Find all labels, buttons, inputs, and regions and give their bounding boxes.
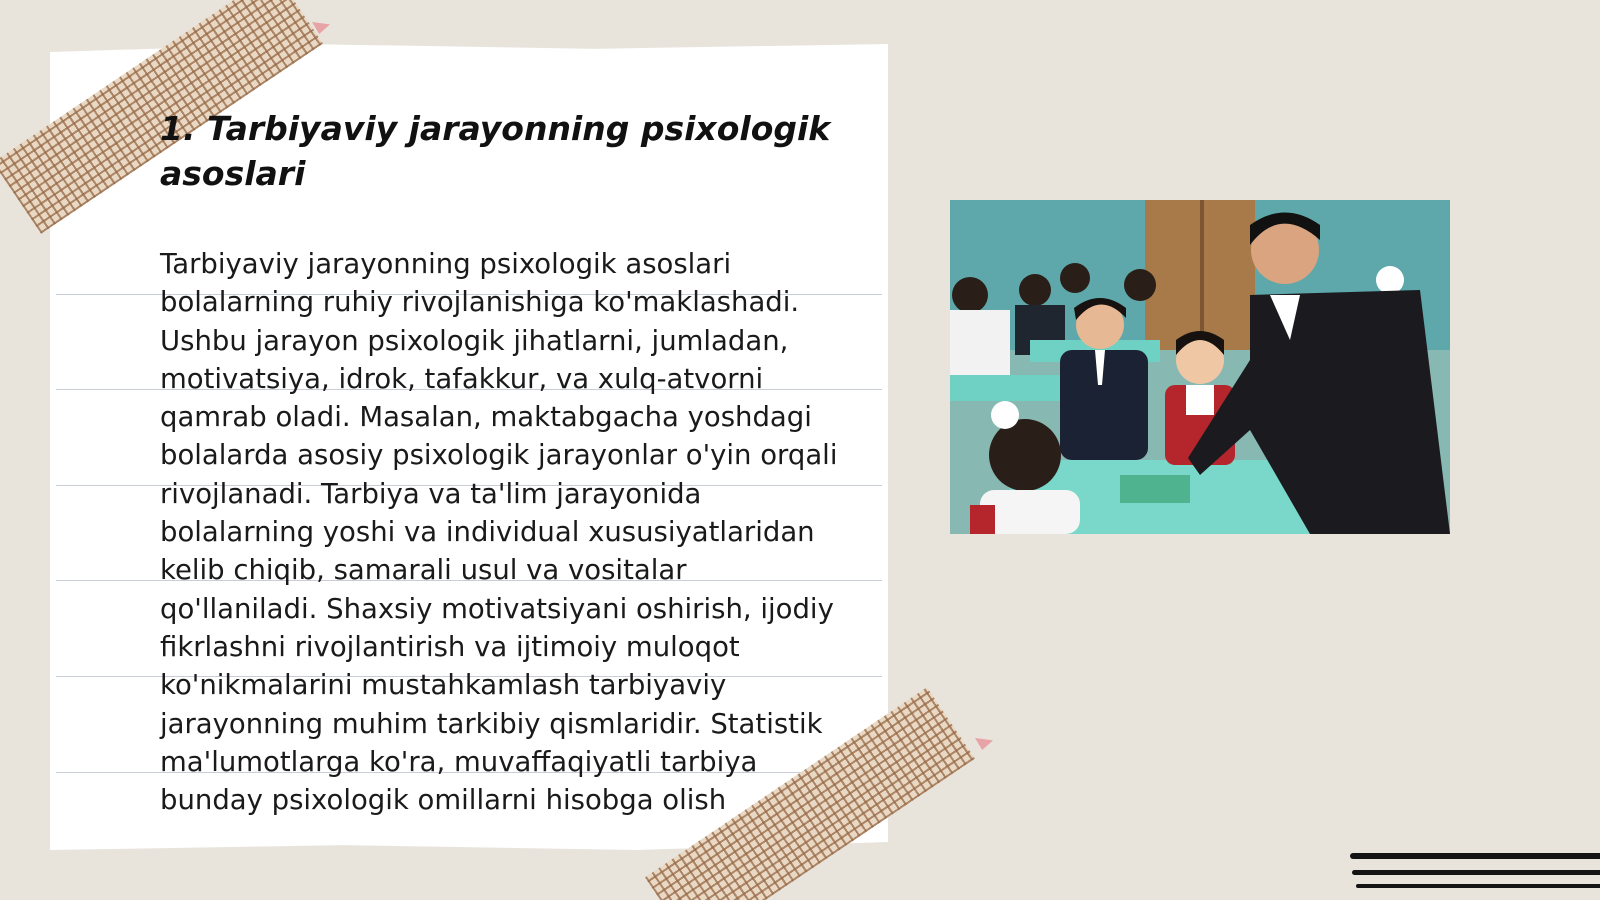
- classroom-photo: [950, 200, 1450, 534]
- decorative-brush-line: [1352, 870, 1600, 875]
- decorative-brush-line: [1350, 853, 1600, 859]
- slide-body-text: Tarbiyaviy jarayonning psixologik asoslari bolalarning ruhiy rivojlanishiga ko'maklashadi. Ushbu jarayon psixologik jihatlarni, jumladan, motivatsiya, idrok, tafakkur, va xulq-atvorni qamrab oladi. Masalan, maktabgacha yoshdagi bolalarda asosiy psixologik jarayonlar o'yin orqali rivojlanadi. Tarbiya va ta'lim jarayonida bolalarning yoshi va individual xususiyatlaridan kelib chiqib, samarali usul va vositalar qo'llaniladi. Shaxsiy motivatsiyani oshirish, ijodiy fikrlashni rivojlantirish va ijtimoiy muloqot ko'nikmalarini mustahkamlash tarbiyaviy jarayonning muhim tarkibiy qismlaridir. Statistik ma'lumotlarga ko'ra, muvaffaqiyatli tarbiya bunday psixologik omillarni hisobga olish: [160, 248, 838, 817]
- decorative-brush-line: [1356, 884, 1600, 888]
- classroom-illustration: [950, 200, 1450, 534]
- tape-corner-accent: [975, 738, 993, 750]
- slide-title: 1. Tarbiyaviy jarayonning psixologik asoslari: [160, 109, 831, 193]
